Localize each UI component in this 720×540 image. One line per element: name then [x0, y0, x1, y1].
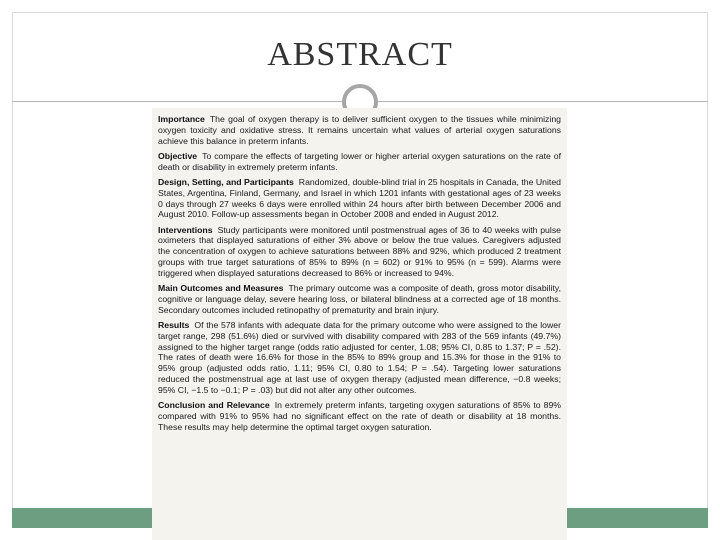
- section-text: Study participants were monitored until postmenstrual ages of 36 to 40 weeks with pulse oximeters that displayed saturations of either 3% above or below the true values. Caregivers adjusted the concentration of oxygen to achieve saturations between 88% and 92%, which produced 2 treatment groups with true target saturations of 85% to 89% (n = 602) or 91% to 95% (n = 599). Alarms were triggered when displayed saturations decreased to 86% or increased to 94%.: [158, 224, 561, 278]
- section-heading: Conclusion and Relevance: [158, 400, 270, 411]
- abstract-image: [152, 108, 567, 540]
- abstract-section-interventions: [158, 225, 561, 279]
- section-text: To compare the effects of targeting lower or higher arterial oxygen saturations on the rate of death or disability in extremely preterm infants.: [158, 150, 561, 172]
- section-heading: Interventions: [158, 224, 213, 235]
- section-heading: Main Outcomes and Measures: [158, 283, 284, 294]
- abstract-section-conclusion: [158, 400, 561, 432]
- section-heading: Design, Setting, and Participants: [158, 176, 294, 187]
- section-heading: Results: [158, 320, 190, 331]
- section-text: In extremely preterm infants, targeting oxygen saturations of 85% to 89% compared with 91% to 95% had no significant effect on the rate of death or disability at 18 months. These results may help determine the optimal target oxygen saturation.: [158, 400, 561, 432]
- section-text: The primary outcome was a composite of death, gross motor disability, cognitive or language delay, severe hearing loss, or bilateral blindness at a corrected age of 18 months. Secondary outcomes included retinopathy of prematurity and brain injury.: [158, 283, 561, 315]
- abstract-section-objective: [158, 151, 561, 173]
- section-text: Randomized, double-blind trial in 25 hospitals in Canada, the United States, Argentina, Finland, Germany, and Israel in which 1201 infants with gestational ages of 23 weeks 0 days through 27 weeks 6 days were enrolled within 24 hours after birth between December 2006 and August 2010. Follow-up assessments began in October 2008 and ended in August 2012.: [158, 176, 561, 220]
- section-heading: Objective: [158, 150, 198, 161]
- section-heading: Importance: [158, 114, 205, 124]
- abstract-section-outcomes: [158, 283, 561, 315]
- section-text: Of the 578 infants with adequate data for the primary outcome who were assigned to the lower target range, 298 (51.6%) died or survived with disability compared with 283 of the 569 infants (49.7%) assigned to the higher target range (odds ratio adjusted for center, 1.08; 95% CI, 0.85 to 1.37; P = .52). The rates of death were 16.6% for those in the 85% to 89% group and 15.3% for those in the 91% to 95% group (adjusted odds ratio, 1.11; 95% CI, 0.80 to 1.54; P = .54). Targeting lower saturations reduced the postmenstrual age at last use of oxygen therapy (adjusted mean difference, −0.8 weeks; 95% CI, −1.5 to −0.1; P = .03) but did not alter any other outcomes.: [158, 320, 561, 395]
- abstract-section-importance: [158, 114, 561, 146]
- abstract-section-design: [158, 177, 561, 220]
- slide-title: ABSTRACT: [267, 36, 453, 73]
- section-text: The goal of oxygen therapy is to deliver sufficient oxygen to the tissues while minimizing oxygen toxicity and oxidative stress. It remains uncertain what values of arterial oxygen saturations achieve this balance in preterm infants.: [158, 114, 561, 146]
- abstract-section-results: [158, 320, 561, 396]
